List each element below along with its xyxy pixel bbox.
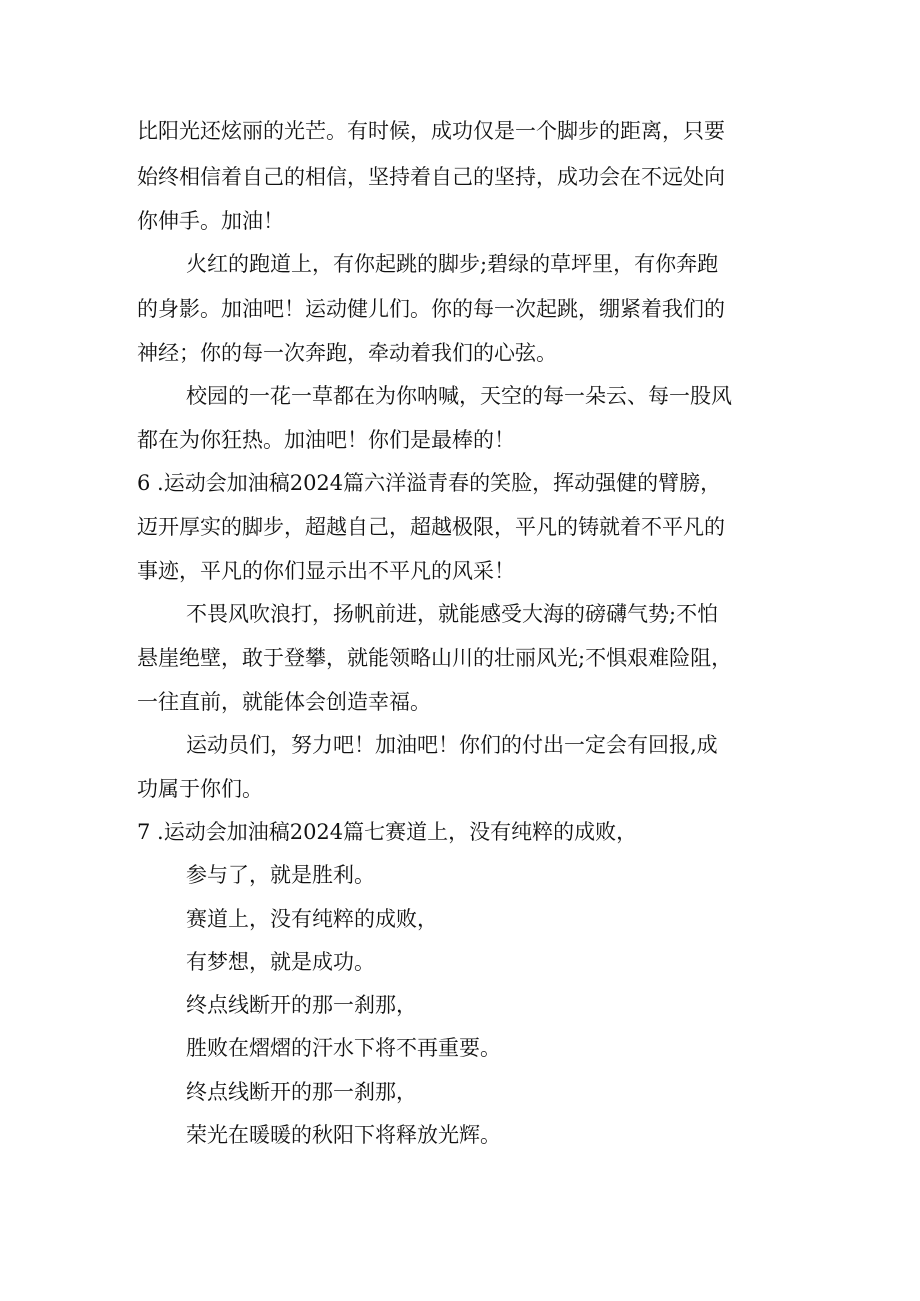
text-line: 悬崖绝壁，敢于登攀，就能领略山川的壮丽风光;不惧艰难险阻， <box>137 646 733 670</box>
text-line: 7 .运动会加油稿2024篇七赛道上，没有纯粹的成败， <box>137 820 638 844</box>
text-line: 你伸手。加油！ <box>137 209 284 233</box>
text-line: 神经；你的每一次奔跑，牵动着我们的心弦。 <box>137 341 557 365</box>
text-line: 终点线断开的那一刹那， <box>186 1080 417 1104</box>
text-line: 有梦想，就是成功。 <box>186 950 375 974</box>
text-line: 终点线断开的那一刹那， <box>186 993 417 1017</box>
text-line: 荣光在暖暖的秋阳下将释放光辉。 <box>186 1123 501 1147</box>
text-line: 6 .运动会加油稿2024篇六洋溢青春的笑脸，挥动强健的臂膀， <box>137 471 722 495</box>
text-line: 校园的一花一草都在为你呐喊，天空的每一朵云、每一股风 <box>186 384 732 408</box>
text-line: 赛道上，没有纯粹的成败， <box>186 907 438 931</box>
text-line: 参与了，就是胜利。 <box>186 863 375 887</box>
text-line: 胜败在熠熠的汗水下将不再重要。 <box>186 1036 501 1060</box>
text-line: 始终相信着自己的相信，坚持着自己的坚持，成功会在不远处向 <box>137 165 725 189</box>
text-line: 火红的跑道上，有你起跳的脚步;碧绿的草坪里，有你奔跑 <box>186 252 719 276</box>
text-line: 功属于你们。 <box>137 777 263 801</box>
text-line: 都在为你狂热。加油吧！你们是最棒的！ <box>137 428 515 452</box>
text-line: 运动员们，努力吧！加油吧！你们的付出一定会有回报,成 <box>186 733 718 757</box>
text-line: 的身影。加油吧！运动健儿们。你的每一次起跳，绷紧着我们的 <box>137 297 725 321</box>
text-line: 一往直前，就能体会创造幸福。 <box>137 690 431 714</box>
text-line: 比阳光还炫丽的光芒。有时候，成功仅是一个脚步的距离，只要 <box>137 119 725 143</box>
text-line: 迈开厚实的脚步，超越自己，超越极限，平凡的铸就着不平凡的 <box>137 515 725 539</box>
text-line: 不畏风吹浪打，扬帆前进，就能感受大海的磅礴气势;不怕 <box>186 602 719 626</box>
text-line: 事迹，平凡的你们显示出不平凡的风采！ <box>137 559 515 583</box>
